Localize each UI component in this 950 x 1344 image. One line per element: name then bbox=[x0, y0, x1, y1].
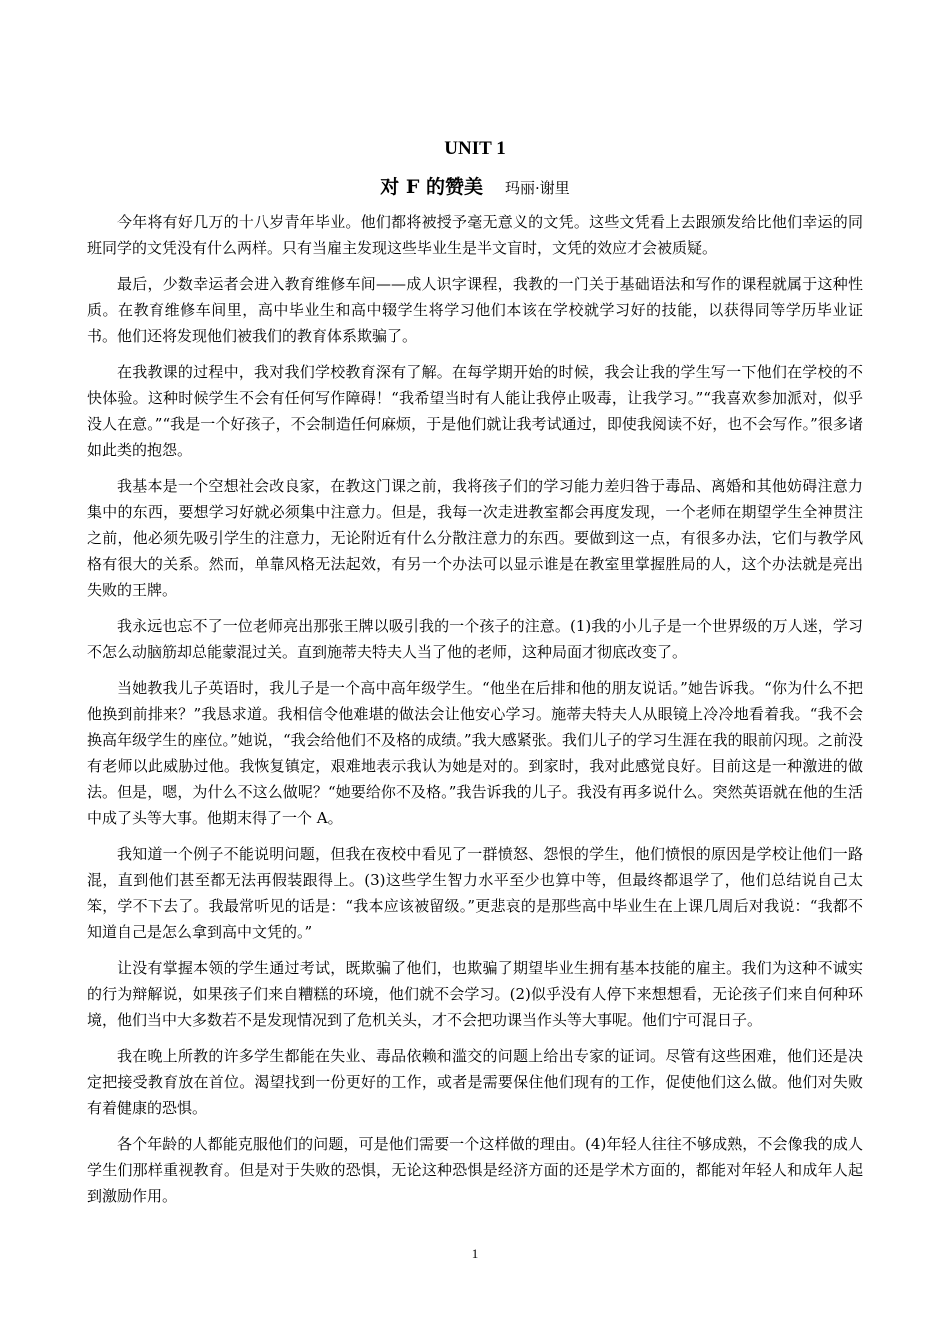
paragraph-6: 当她教我儿子英语时，我儿子是一个高中高年级学生。“他坐在后排和他的朋友说话。”她告诉我。“你为什么不把他换到前排来？”我恳求道。我相信令他难堪的做法会让他安心学习。施蒂夫特夫人从眼镜上冷冷地看着我。“我不会换高年级学生的座位。”她说，“我会给他们不及格的成绩。”我大感紧张。我们儿子的学习生涯在我的眼前闪现。之前没有老师以此威胁过他。我恢复镇定，艰难地表示我认为她是对的。到家时，我对此感觉良好。目前这是一种激进的做法。但是，嗯，为什么不这么做呢？“她要给你不及格。”我告诉我的儿子。我没有再多说什么。突然英语就在他的生活中成了头等大事。他期末得了一个 A。 bbox=[87, 679, 863, 827]
paragraph-1: 今年将有好几万的十八岁青年毕业。他们都将被授予毫无意义的文凭。这些文凭看上去跟颁发给比他们幸运的同班同学的文凭没有什么两样。只有当雇主发现这些毕业生是半文盲时，文凭的效应才会被质疑。 bbox=[87, 213, 863, 257]
paragraph-3: 在我教课的过程中，我对我们学校教育深有了解。在每学期开始的时候，我会让我的学生写一下他们在学校的不快体验。这种时候学生不会有任何写作障碍！“我希望当时有人能让我停止吸毒，让我学习。”“我喜欢参加派对，似乎没人在意。”“我是一个好孩子，不会制造任何麻烦，于是他们就让我考试通过，即使我阅读不好，也不会写作。”很多诸如此类的抱怨。 bbox=[87, 363, 863, 459]
paragraph-5: 我永远也忘不了一位老师亮出那张王牌以吸引我的一个孩子的注意。(1)我的小儿子是一个世界级的万人迷，学习不怎么动脑筋却总能蒙混过关。直到施蒂夫特夫人当了他的老师，这种局面才彻底改变了。 bbox=[87, 617, 863, 661]
page-number: 1 bbox=[471, 1246, 479, 1261]
paragraph-9: 我在晚上所教的许多学生都能在失业、毒品依赖和滥交的问题上给出专家的证词。尽管有这些困难，他们还是决定把接受教育放在首位。渴望找到一份更好的工作，或者是需要保住他们现有的工作，促使他们这么做。他们对失败有着健康的恐惧。 bbox=[87, 1047, 863, 1117]
paragraph-2: 最后，少数幸运者会进入教育维修车间——成人识字课程，我教的一门关于基础语法和写作的课程就属于这种性质。在教育维修车间里，高中毕业生和高中辍学生将学习他们本该在学校就学习好的技能，以获得同等学历毕业证书。他们还将发现他们被我们的教育体系欺骗了。 bbox=[87, 275, 863, 345]
unit-title: UNIT 1 bbox=[444, 138, 506, 159]
paragraph-4: 我基本是一个空想社会改良家，在教这门课之前，我将孩子们的学习能力差归咎于毒品、离婚和其他妨碍注意力集中的东西，要想学习好就必须集中注意力。但是，我每一次走进教室都会再度发现，一个老师在期望学生全神贯注之前，他必须先吸引学生的注意力，无论附近有什么分散注意力的东西。要做到这一点，有很多办法，它们与教学风格有很大的关系。然而，单靠风格无法起效，有另一个办法可以显示谁是在教室里掌握胜局的人，这个办法就是亮出失败的王牌。 bbox=[87, 477, 863, 599]
article-author: 玛丽·谢里 bbox=[504, 179, 570, 197]
paragraph-7: 我知道一个例子不能说明问题，但我在夜校中看见了一群愤怒、怨恨的学生，他们愤恨的原因是学校让他们一路混，直到他们甚至都无法再假装跟得上。(3)这些学生智力水平至少也算中等，但最终都退学了，他们总结说自己太笨，学不下去了。我最常听见的话是：“我本应该被留级。”更悲哀的是那些高中毕业生在上课几周后对我说：“我都不知道自己是怎么拿到高中文凭的。” bbox=[87, 845, 863, 941]
article-title: 对 F 的赞美 bbox=[380, 176, 483, 198]
paragraph-10: 各个年龄的人都能克服他们的问题，可是他们需要一个这样做的理由。(4)年轻人往往不够成熟，不会像我的成人学生们那样重视教育。但是对于失败的恐惧，无论这种恐惧是经济方面的还是学术方面的，都能对年轻人和成年人起到激励作用。 bbox=[87, 1135, 863, 1205]
paragraph-8: 让没有掌握本领的学生通过考试，既欺骗了他们，也欺骗了期望毕业生拥有基本技能的雇主。我们为这种不诚实的行为辩解说，如果孩子们来自糟糕的环境，他们就不会学习。(2)似乎没有人停下来想想看，无论孩子们来自何种环境，他们当中大多数若不是发现情况到了危机关头，才不会把功课当作头等大事呢。他们宁可混日子。 bbox=[87, 959, 863, 1029]
article-heading bbox=[0, 173, 950, 202]
article-body bbox=[87, 209, 863, 1219]
